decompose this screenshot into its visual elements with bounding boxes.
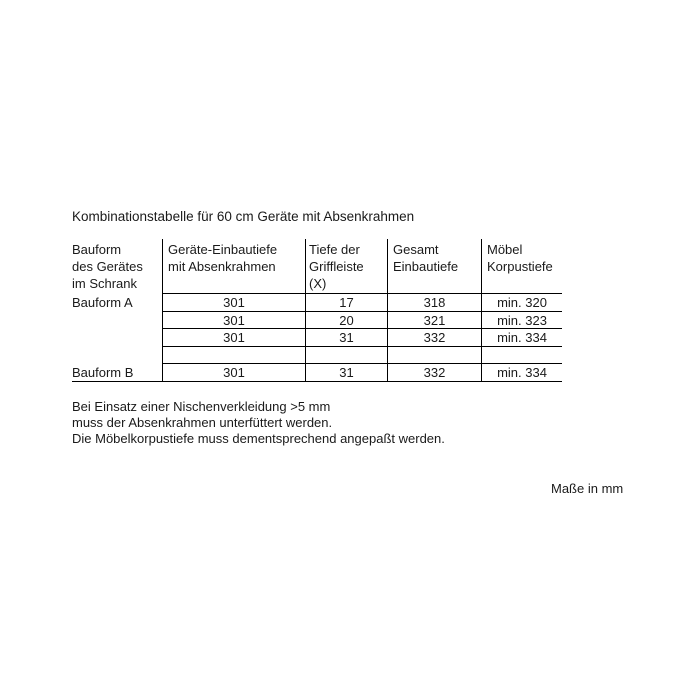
row-line bbox=[162, 328, 562, 329]
note-line: muss der Absenkrahmen unterfüttert werden. bbox=[72, 415, 333, 430]
header-bottom-line bbox=[162, 293, 562, 294]
cell-gesamt: 332 bbox=[423, 330, 446, 345]
table-title: Kombinationstabelle für 60 cm Geräte mit Absenkrahmen bbox=[72, 209, 415, 224]
row-line bbox=[162, 363, 562, 364]
cell-griffleiste: 31 bbox=[339, 365, 354, 380]
note-line: Bei Einsatz einer Nischenverkleidung >5 mm bbox=[72, 399, 331, 414]
cell-griffleiste: 31 bbox=[339, 330, 354, 345]
cell-einbautiefe: 301 bbox=[223, 330, 245, 345]
cell-korpustiefe: min. 334 bbox=[497, 365, 547, 380]
header-geraete-einbautiefe: Geräte-Einbautiefe mit Absenkrahmen bbox=[168, 242, 278, 274]
cell-gesamt: 321 bbox=[423, 313, 446, 328]
cell-griffleiste: 20 bbox=[339, 313, 354, 328]
row-line bbox=[162, 346, 562, 347]
cell-gesamt: 318 bbox=[423, 295, 446, 310]
note-line: Die Möbelkorpustiefe muss dementsprechend angepaßt werden. bbox=[72, 431, 445, 446]
notes bbox=[72, 399, 445, 447]
cell-einbautiefe: 301 bbox=[223, 313, 245, 328]
table-bottom-line bbox=[72, 381, 562, 382]
cell-griffleiste: 17 bbox=[339, 295, 354, 310]
row-label: Bauform B bbox=[72, 365, 134, 380]
header-gesamt-einbautiefe: Gesamt Einbautiefe bbox=[393, 242, 459, 274]
header-tiefe-griffleiste: Tiefe der Griffleiste (X) bbox=[309, 242, 364, 291]
row-line bbox=[162, 311, 562, 312]
header-bauform: Bauform des Gerätes im Schrank bbox=[72, 242, 143, 291]
cell-korpustiefe: min. 323 bbox=[497, 313, 547, 328]
units-note: Maße in mm bbox=[551, 481, 624, 496]
cell-korpustiefe: min. 320 bbox=[497, 295, 547, 310]
header-moebel-korpustiefe: Möbel Korpustiefe bbox=[487, 242, 553, 274]
cell-gesamt: 332 bbox=[423, 365, 446, 380]
cell-einbautiefe: 301 bbox=[223, 295, 245, 310]
row-label: Bauform A bbox=[72, 295, 133, 310]
cell-einbautiefe: 301 bbox=[223, 365, 245, 380]
cell-korpustiefe: min. 334 bbox=[497, 330, 547, 345]
